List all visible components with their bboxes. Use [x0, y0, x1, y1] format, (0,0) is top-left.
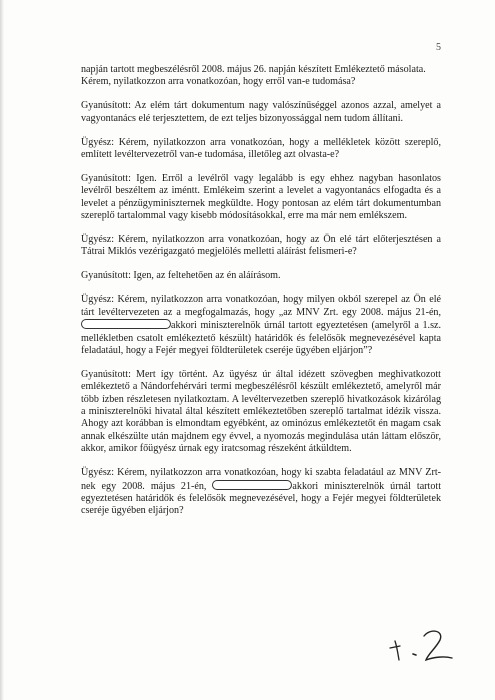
handwritten-signature: [386, 624, 458, 664]
redaction-mark: [81, 319, 171, 329]
paragraph-prosecutor-question: [81, 467, 441, 518]
paragraph-text-after-redaction: akkori miniszterelnök úrnál tartott egyeztetésen határidők és felelősök megnevezésével, hogy a Fejér megyei földterületek cseréje ügyében eljárjon?: [81, 480, 441, 517]
redaction-mark: [212, 480, 292, 490]
paragraph-suspect-answer: Gyanúsított: Az elém tárt dokumentum nagy valószínűséggel azonos azzal, amelyet a vagyontanács elé terjesztettem, de ezt teljes bizonyossággal nem tudom állítani.: [81, 100, 441, 124]
paragraph-text-before-redaction: Ügyész: Kérem, nyilatkozzon arra vonatkozóan, hogy milyen okból szerepel az Ön elé tárt levéltervezeten az a megfogalmazás, hogy „az MNV Zrt. egy 2008. május 21-én,: [81, 294, 441, 318]
paragraph-suspect-answer: Gyanúsított: Igen, az feltehetően az én aláírásom.: [81, 270, 281, 282]
paragraph-prosecutor-question: Ügyész: Kérem, nyilatkozzon arra vonatkozóan, hogy az Ön elé tárt előterjesztésen a Tátrai Miklós vezérigazgató megjelölés melletti aláírást felismeri-e?: [81, 234, 441, 258]
paragraph-text-after-redaction: akkori miniszterelnök úrnál tartott egyeztetésen (amelyről a 1.sz. mellékletben csatolt emlékeztető készült) határidők és felelősök megnevezésével kapta feladatául, hogy a Fejér megyei földterületek cseréje ügyében eljárjon”?: [81, 320, 441, 356]
paragraph-continuation: napján tartott megbeszélésről 2008. május 26. napján készített Emlékeztető másolata.: [81, 64, 426, 75]
document-body: [81, 64, 441, 528]
scan-edge-shadow: [0, 0, 4, 700]
paragraph-prosecutor-question: Kérem, nyilatkozzon arra vonatkozóan, hogy erről van-e tudomása?: [81, 76, 356, 88]
paragraph-text-before-redaction: Ügyész: Kérem, nyilatkozzon arra vonatkozóan, hogy ki szabta feladatául az MNV Zrt-nek egy 2008. május 21-én,: [81, 467, 441, 492]
paragraph-suspect-answer: Gyanúsított: Mert így történt. Az ügyész úr által idézett szövegben meghivatkozott emlékeztető a Nándorfehérvári termi megbeszélésről készült emlékeztető, amelyről már több ízben részletesen nyilatkoztam. A levéltervezetben szereplő hivatkozások kizárólag a miniszterelnöki hivatal által készített emlékeztetőben szereplő tartalmat idézik vissza. Ahogy azt korábban is elmondtam egyébként, az ominózus emlékeztetőt én magam csak annak elkészülte után majdnem egy évvel, a nyomozás megindulása után láttam először, akkor, amikor főügyész úrnak egy iratcsomag részeként átküldtem.: [81, 368, 441, 455]
page-number: 5: [436, 42, 441, 53]
paragraph-prosecutor-question: Ügyész: Kérem, nyilatkozzon arra vonatkozóan, hogy a mellékletek között szereplő, említett levéltervezetről van-e tudomása, illetőleg azt olvasta-e?: [81, 136, 441, 161]
paragraph-prosecutor-question: [81, 294, 441, 357]
paragraph-suspect-answer: Gyanúsított: Igen. Erről a levélről vagy legalább is egy ehhez nagyban hasonlatos levélről beszéltem az iméntt. Emlékeim szerint a levelet a vagyontanács elfogadta és a levelet a pénzügyminiszternek megküldte. Hogy pontosan az elém tárt dokumentumban szereplő tartalommal vagy kisebb módosításokkal, erre ma már nem emlékszem.: [81, 172, 441, 222]
